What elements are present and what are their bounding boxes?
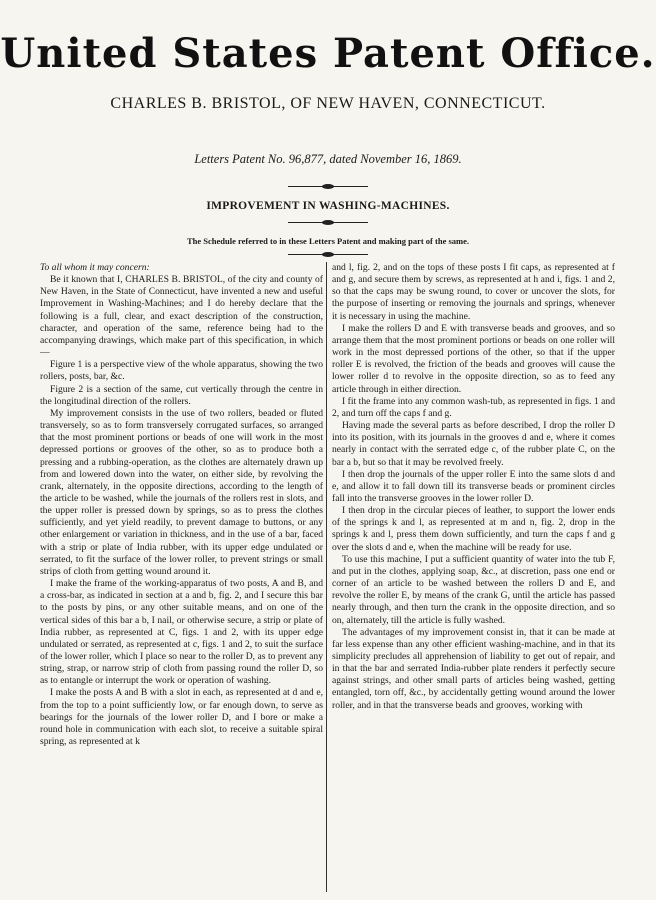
right-column (332, 262, 615, 712)
paragraph: I then drop in the circular pieces of leather, to support the lower ends of the springs k and l, as represented at m and n, fig. 2, drop in the springs k and l, press them down sufficiently, and turn the caps f and g over the slots d and e, when the machine will be ready for use. (332, 505, 615, 553)
letters-patent-line: Letters Patent No. 96,877, dated November 16, 1869. (194, 152, 462, 166)
inventor-line: CHARLES B. BRISTOL, OF NEW HAVEN, CONNECTICUT. (110, 95, 546, 112)
paragraph: I then drop the journals of the upper roller E into the same slots d and e, and allow it to fall down till its transverse beads or prominent circles fall into the transverse grooves in the lower roller D. (332, 468, 615, 504)
column-divider (326, 262, 327, 892)
paragraph: Figure 2 is a section of the same, cut vertically through the centre in the longitudinal direction of the rollers. (40, 383, 323, 407)
ornamental-rule (288, 222, 368, 223)
salutation: To all whom it may concern: (40, 262, 150, 273)
paragraph: To use this machine, I put a sufficient quantity of water into the tub F, and put in the clothes, applying soap, &c., at discretion, pass one end or corner of an article to be washed between the rollers D and E, and revolve the roller E, by means of the crank G, until the article has passed nearly through, and then turn the crank in the opposite direction, and so on, alternately, till the article is fully washed. (332, 553, 615, 626)
paragraph: Having made the several parts as before described, I drop the roller D into its position, with its journals in the grooves d and e, where it comes nearly in contact with the serrated edge c, of the rubber plate C, on the bar a b, but so that it may be revolved freely. (332, 420, 615, 468)
left-column (40, 262, 323, 748)
paragraph: Figure 1 is a perspective view of the whole apparatus, showing the two rollers, posts, bar, &c. (40, 359, 323, 383)
patent-title: IMPROVEMENT IN WASHING-MACHINES. (206, 200, 450, 212)
paragraph: The advantages of my improvement consist in, that it can be made at far less expense than any other efficient washing-machine, and in that its simplicity precludes all apprehension of liability to get out of repair, and in that the bar and serrated India-rubber plate renders it perfectly secure against strings, and other small parts of articles being washed, getting entangled, torn off, &c., by accidentally getting wound around the lower roller, and in that the transverse beads and grooves, working with (332, 626, 615, 711)
ornamental-rule (288, 186, 368, 187)
paragraph: I make the rollers D and E with transverse beads and grooves, and so arrange them that the most prominent portions or beads on one roller will work in the most depressed portions of the other, so that if the upper roller E is revolved, the friction of the beads and grooves will cause the lower roller d to revolve in the opposite direction, so as to feed any article through in either direction. (332, 322, 615, 395)
paragraph: I fit the frame into any common wash-tub, as represented in figs. 1 and 2, and turn off the caps f and g. (332, 395, 615, 419)
paragraph: Be it known that I, CHARLES B. BRISTOL, of the city and county of New Haven, in the State of Connecticut, have invented a new and useful Improvement in Washing-Machines; and I do hereby declare that the following is a full, clear, and exact description of the construction, character, and operation of the same, reference being had to the accompanying drawings, which make part of this specification, in which— (40, 274, 323, 359)
paragraph: and l, fig. 2, and on the tops of these posts I fit caps, as represented at f and g, and secure them by screws, as represented at h and i, figs. 1 and 2, so that the caps may be swung round, to cover or uncover the slots, for the purpose of inserting or removing the journals and springs, whenever it is necessary in using the machine. (332, 262, 615, 322)
paragraph: My improvement consists in the use of two rollers, beaded or fluted transversely, so as to form transversely corrugated surfaces, so arranged that the most prominent portions or beads of one will work in the most depressed portions or grooves of the other, so as to produce both a pressing and a rubbing-operation, as the clothes are alternately drawn up from and lowered down into the water, on either side, by revolving the crank, alternately, in the opposite directions, according to the length of the article to be washed, while the journals of the rollers rest in slots, and the upper roller is pressed down by springs, so as to press the clothes sufficiently, and yet yield readily, to prevent damage to buttons, or any other enlargement or variation in thickness, and in the use of a bar, faced with a strip or plate of India rubber, with its upper edge undulated or serrated, to fit the surface of the lower roller, to prevent strings or small strips of cloth from getting wound around it. (40, 407, 323, 577)
schedule-note: The Schedule referred to in these Letters Patent and making part of the same. (186, 236, 470, 246)
ornamental-rule (288, 254, 368, 255)
office-masthead: United States Patent Office. (0, 30, 656, 77)
paragraph: I make the frame of the working-apparatus of two posts, A and B, and a cross-bar, as indicated in section at a and b, fig. 2, and I secure this bar to the posts by pins, or any other suitable means, and on one of the vertical sides of this bar a b, I nail, or otherwise secure, a strip or plate of India rubber, as represented at C, figs. 1 and 2, with its upper edge undulated or serrated, as represented at c, figs. 1 and 2, to suit the surface of the lower roller, which I place so near to the roller D, as to prevent any string, strap, or narrow strip of cloth from passing round the roller D, so as to entangle or interrupt the work or operation of washing. (40, 578, 323, 687)
paragraph: I make the posts A and B with a slot in each, as represented at d and e, from the top to a point sufficiently low, or far enough down, to serve as bearings for the journals of the lower roller D, and I bore or make a round hole in communication with each slot, to receive a suitable spiral spring, as represented at k (40, 687, 323, 748)
